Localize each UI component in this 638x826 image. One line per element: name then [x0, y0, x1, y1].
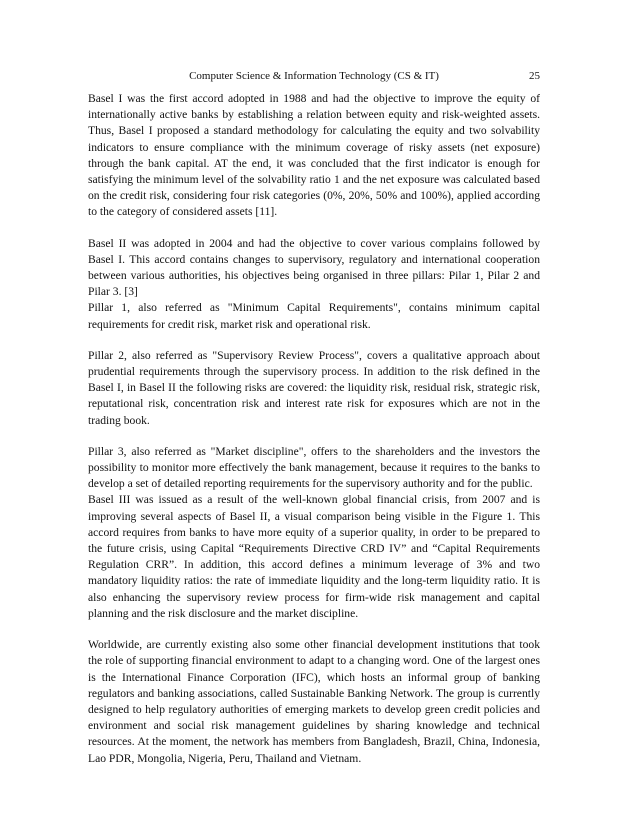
- page-number: 25: [529, 70, 540, 82]
- paragraph-pillar-3: Pillar 3, also referred as "Market discipline", offers to the shareholders and the investors the possibility to monitor more effectively the bank management, because it requires to the banks to develop a set of detailed reporting requirements for the supervisory authority and for the public.: [88, 444, 540, 491]
- paragraph-worldwide: Worldwide, are currently existing also some other financial development institutions that took the role of supporting financial environment to adapt to a changing word. One of the largest ones is the International Finance Corporation (IFC), which hosts an informal group of banking regulators and banking associations, called Sustainable Banking Network. The group is currently designed to help regulatory authorities of emerging markets to develop green credit policies and environment and social risk management guidelines by sharing knowledge and technical resources. At the moment, the network has members from Bangladesh, Brazil, China, Indonesia, Lao PDR, Mongolia, Nigeria, Peru, Thailand and Vietnam.: [88, 638, 540, 765]
- paragraph-basel-2: Basel II was adopted in 2004 and had the objective to cover various complains followed by Basel I. This accord contains changes to supervisory, regulatory and international cooperation between various authorities, his objectives being organised in three pillars: Pilar 1, Pilar 2 and Pilar 3. [3]: [88, 236, 540, 299]
- paragraph-basel-1: Basel I was the first accord adopted in 1988 and had the objective to improve the equity of internationally active banks by establishing a relation between equity and risk-weighted assets. Thus, Basel I proposed a standard methodology for calculating the equity and two solvability indicators to ensure compliance with the minimum coverage of risky assets (net exposure) through the bank capital. AT the end, it was concluded that the first indicator is enough for satisfying the minimum level of the solvability ratio 1 and the net exposure was calculated based on the credit risk, considering four risk categories (0%, 20%, 50% and 100%), applied according to the category of considered assets [11].: [88, 92, 540, 219]
- paragraph-pillar-2: Pillar 2, also referred as "Supervisory Review Process", covers a qualitative approach about prudential requirements through the supervisory process. In addition to the risk defined in the Basel I, in Basel II the following risks are covered: the liquidity risk, residual risk, strategic risk, reputational risk, concentration risk and interest rate risk for exposures which are not in the trading book.: [88, 348, 540, 427]
- running-header: [88, 68, 540, 84]
- body-text: [88, 91, 540, 767]
- paragraph-basel-3: Basel III was issued as a result of the well-known global financial crisis, from 2007 and is improving several aspects of Basel II, a visual comparison being visible in the Figure 1. This accord requires from banks to have more equity of a superior quality, in order to be prepared to the future crisis, using Capital “Requirements Directive CRD IV” and “Capital Requirements Regulation CRR”. In addition, this accord defines a minimum leverage of 3% and two mandatory liquidity ratios: the rate of immediate liquidity and the long-term liquidity ratio. It is also enhancing the supervisory review process for firm-wide risk management and capital planning and the risk disclosure and the market discipline.: [88, 493, 540, 620]
- journal-title: Computer Science & Information Technology (CS & IT): [189, 70, 439, 82]
- paragraph-pillar-1: Pillar 1, also referred as "Minimum Capital Requirements", contains minimum capital requirements for credit risk, market risk and operational risk.: [88, 301, 540, 331]
